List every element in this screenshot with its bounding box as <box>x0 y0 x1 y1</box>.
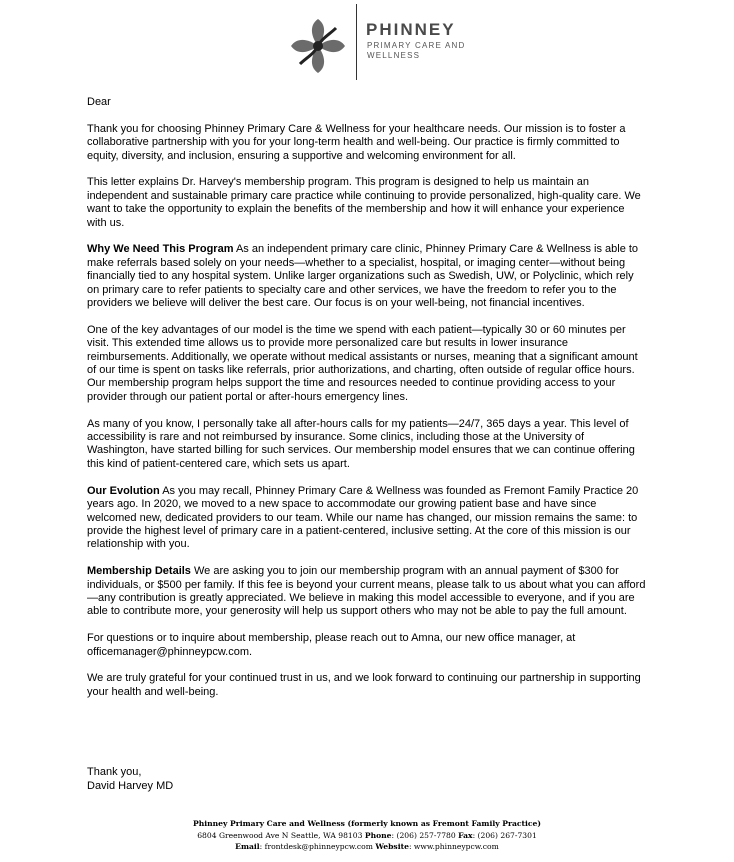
footer <box>0 818 734 853</box>
why-heading: Why We Need This Program <box>87 243 234 256</box>
why-paragraph <box>87 243 647 310</box>
footer-phone: : (206) 257-7780 <box>391 830 456 840</box>
footer-website: : www.phinneypcw.com <box>408 842 499 851</box>
footer-email-label: Email <box>235 842 260 851</box>
evolution-paragraph <box>87 485 647 552</box>
clover-cross-logo-icon <box>288 16 348 76</box>
signoff-block <box>87 765 173 793</box>
membership-paragraph <box>87 565 647 619</box>
letter-body <box>87 96 647 713</box>
membership-text: We are asking you to join our membership program with an annual payment of $300 for individuals, or $500 per family. If this fee is beyond your current means, please talk to us about what you can afford—any contribution is greatly appreciated. We believe in making this model accessible to everyone, and if you are able to contribute more, your generosity will help us support others who may not be able to pay the full amount. <box>87 565 646 618</box>
footer-address: 6804 Greenwood Ave N Seattle, WA 98103 <box>197 830 363 840</box>
intro-paragraph: Thank you for choosing Phinney Primary Care & Wellness for your healthcare needs. Our mission is to foster a collaborative partnership with you for your long-term health and well-being. Our practice is firmly committed to equity, diversity, and inclusion, ensuring a supportive and welcoming environment for all. <box>87 122 626 162</box>
membership-heading: Membership Details <box>87 565 191 578</box>
salutation: Dear <box>87 96 111 108</box>
footer-org: Phinney Primary Care and Wellness (formerly known as Fremont Family Practice) <box>193 819 541 828</box>
purpose-paragraph: This letter explains Dr. Harvey's membership program. This program is designed to help us maintain an independent and sustainable primary care practice while continuing to provide personalized, high-quality care. We want to take the opportunity to explain the benefits of the membership and how it will enhance your experience with us. <box>87 176 641 229</box>
footer-fax-label: Fax <box>458 830 473 840</box>
brand-name: PHINNEY <box>366 20 456 39</box>
contact-paragraph: For questions or to inquire about membership, please reach out to Amna, our new office manager, at officemanager@phinneypcw.com. <box>87 632 576 658</box>
evolution-heading: Our Evolution <box>87 484 160 497</box>
evolution-text: As you may recall, Phinney Primary Care & Wellness was founded as Fremont Family Practice 20 years ago. In 2020, we moved to a new space to accommodate our growing patient base and have since welcomed new, dedicated providers to our team. While our name has changed, our mission remains the same: to provide the highest level of primary care in a patient-centered, inclusive setting. At the core of this mission is our relationship with you. <box>87 484 639 551</box>
footer-phone-label: Phone <box>364 830 392 840</box>
after-hours-paragraph: As many of you know, I personally take all after-hours calls for my patients—24/7, 365 days a year. This level of accessibility is rare and not reimbursed by insurance. Some clinics, including those at the University of Washington, have started billing for such services. Our membership model ensures that we can continue offering this kind of patient-centered care, which sets us apart. <box>87 417 635 470</box>
signoff: Thank you, <box>87 766 142 778</box>
closing-paragraph: We are truly grateful for your continued trust in us, and we look forward to continuing our partnership in supporting your health and well-being. <box>87 672 641 698</box>
footer-email: : frontdesk@phinneypcw.com <box>259 842 373 851</box>
footer-website-label: Website <box>375 842 409 851</box>
logo-divider <box>356 4 357 80</box>
footer-fax: : (206) 267-7301 <box>472 830 537 840</box>
brand-tagline: PRIMARY CARE AND WELLNESS <box>367 41 466 60</box>
why-text: As an independent primary care clinic, Phinney Primary Care & Wellness is able to make referrals based solely on your needs—whether to a specialist, hospital, or imaging center—without being financially tied to any hospital system. Unlike larger organizations such as Swedish, UW, or Polyclinic, which rely on primary care to refer patients to specialty care and other services, we have the freedom to refer you to the providers we believe will deliver the best care. Our focus is on your well-being, not financial incentives. <box>87 243 639 310</box>
signature: David Harvey MD <box>87 780 174 792</box>
advantages-paragraph: One of the key advantages of our model is the time we spend with each patient—typically 30 or 60 minutes per visit. This extended time allows us to provide more personalized care but results in lower insurance reimbursements. Additionally, we operate without medical assistants or nurses, meaning that a significant amount of our time is spent on tasks like referrals, prior authorizations, and charting, often outside of regular office hours. Our membership program helps support the time and resources needed to continue providing access to your provider through our patient portal or after-hours emergency lines. <box>87 323 638 403</box>
